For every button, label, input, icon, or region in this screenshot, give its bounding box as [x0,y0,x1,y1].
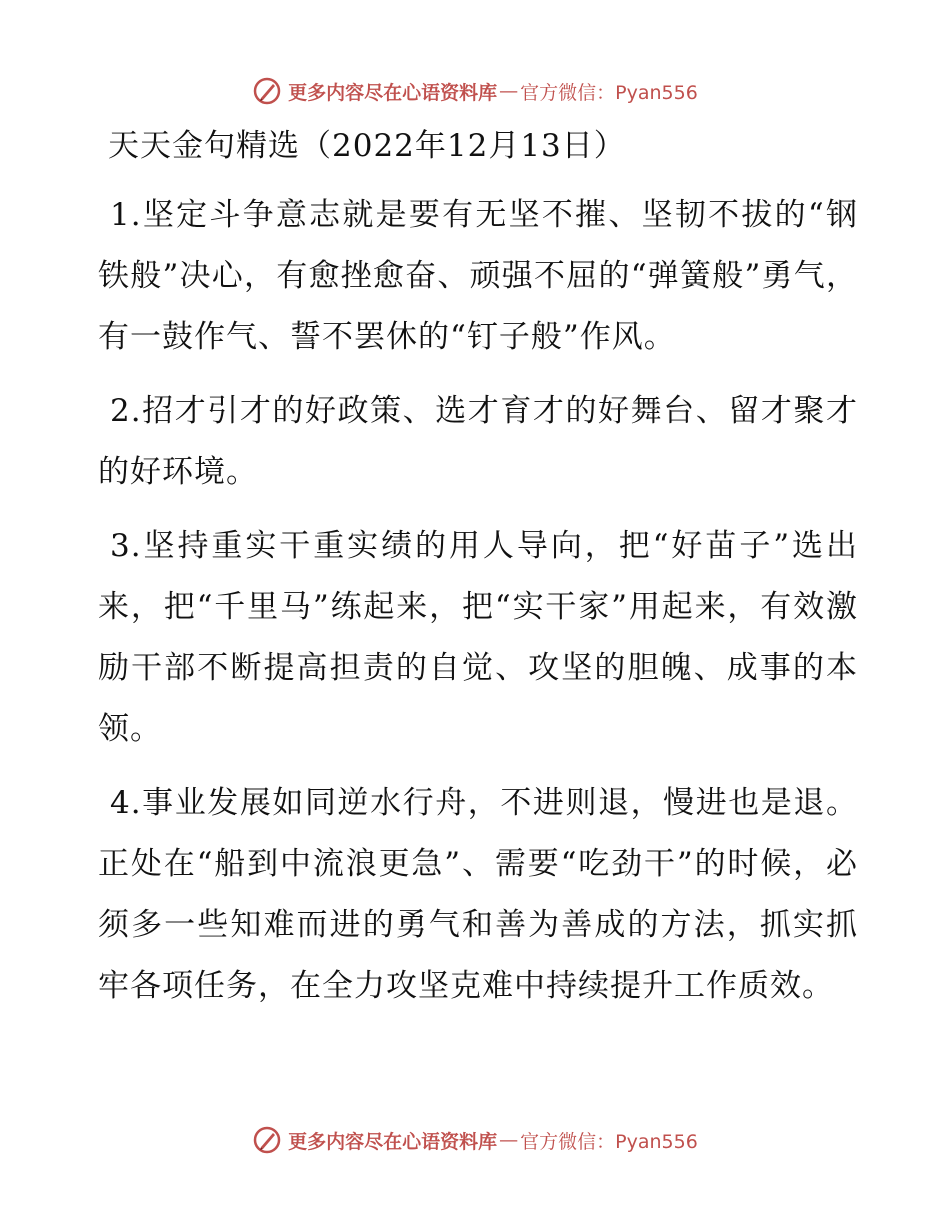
quote-text: 招才引才的好政策、选才育才的好舞台、留才聚才的好环境。 [98,393,858,490]
quote-item-2 [98,381,858,503]
quote-number: 4. [110,785,142,821]
quote-text: 坚持重实干重实绩的用人导向，把“好苗子”选出来，把“千里马”练起来，把“实干家”用起来，有效激励干部不断提高担责的自觉、攻坚的胆魄、成事的本领。 [98,528,858,747]
pen-logo-icon [252,76,282,106]
pen-logo-icon [252,1125,282,1155]
banner-main-text: 更多内容尽在心语资料库 [288,81,498,104]
banner-dash: — [499,80,519,102]
banner-wechat-text: 官方微信：Pyan556 [520,1130,698,1153]
quote-number: 2. [110,393,142,429]
quote-number: 3. [110,528,142,564]
quote-item-1 [98,185,858,368]
footer-banner [0,1120,950,1160]
banner-main-text: 更多内容尽在心语资料库 [288,1130,498,1153]
header-banner [0,71,950,111]
quote-text: 坚定斗争意志就是要有无坚不摧、坚韧不拔的“钢铁般”决心，有愈挫愈奋、顽强不屈的“弹簧般”勇气，有一鼓作气、誓不罢休的“钉子般”作风。 [98,197,858,355]
document-body [98,120,858,1017]
quote-item-4 [98,773,858,1017]
quote-text: 事业发展如同逆水行舟，不进则退，慢进也是退。正处在“船到中流浪更急”、需要“吃劲干”的时候，必须多一些知难而进的勇气和善为善成的方法，抓实抓牢各项任务，在全力攻坚克难中持续提升工作质效。 [98,785,858,1004]
page-title: 天天金句精选（2022年12月13日） [108,128,626,164]
quote-number: 1. [110,197,142,233]
quote-item-3 [98,516,858,760]
banner-wechat-text: 官方微信：Pyan556 [520,81,698,104]
banner-dash: — [499,1129,519,1151]
